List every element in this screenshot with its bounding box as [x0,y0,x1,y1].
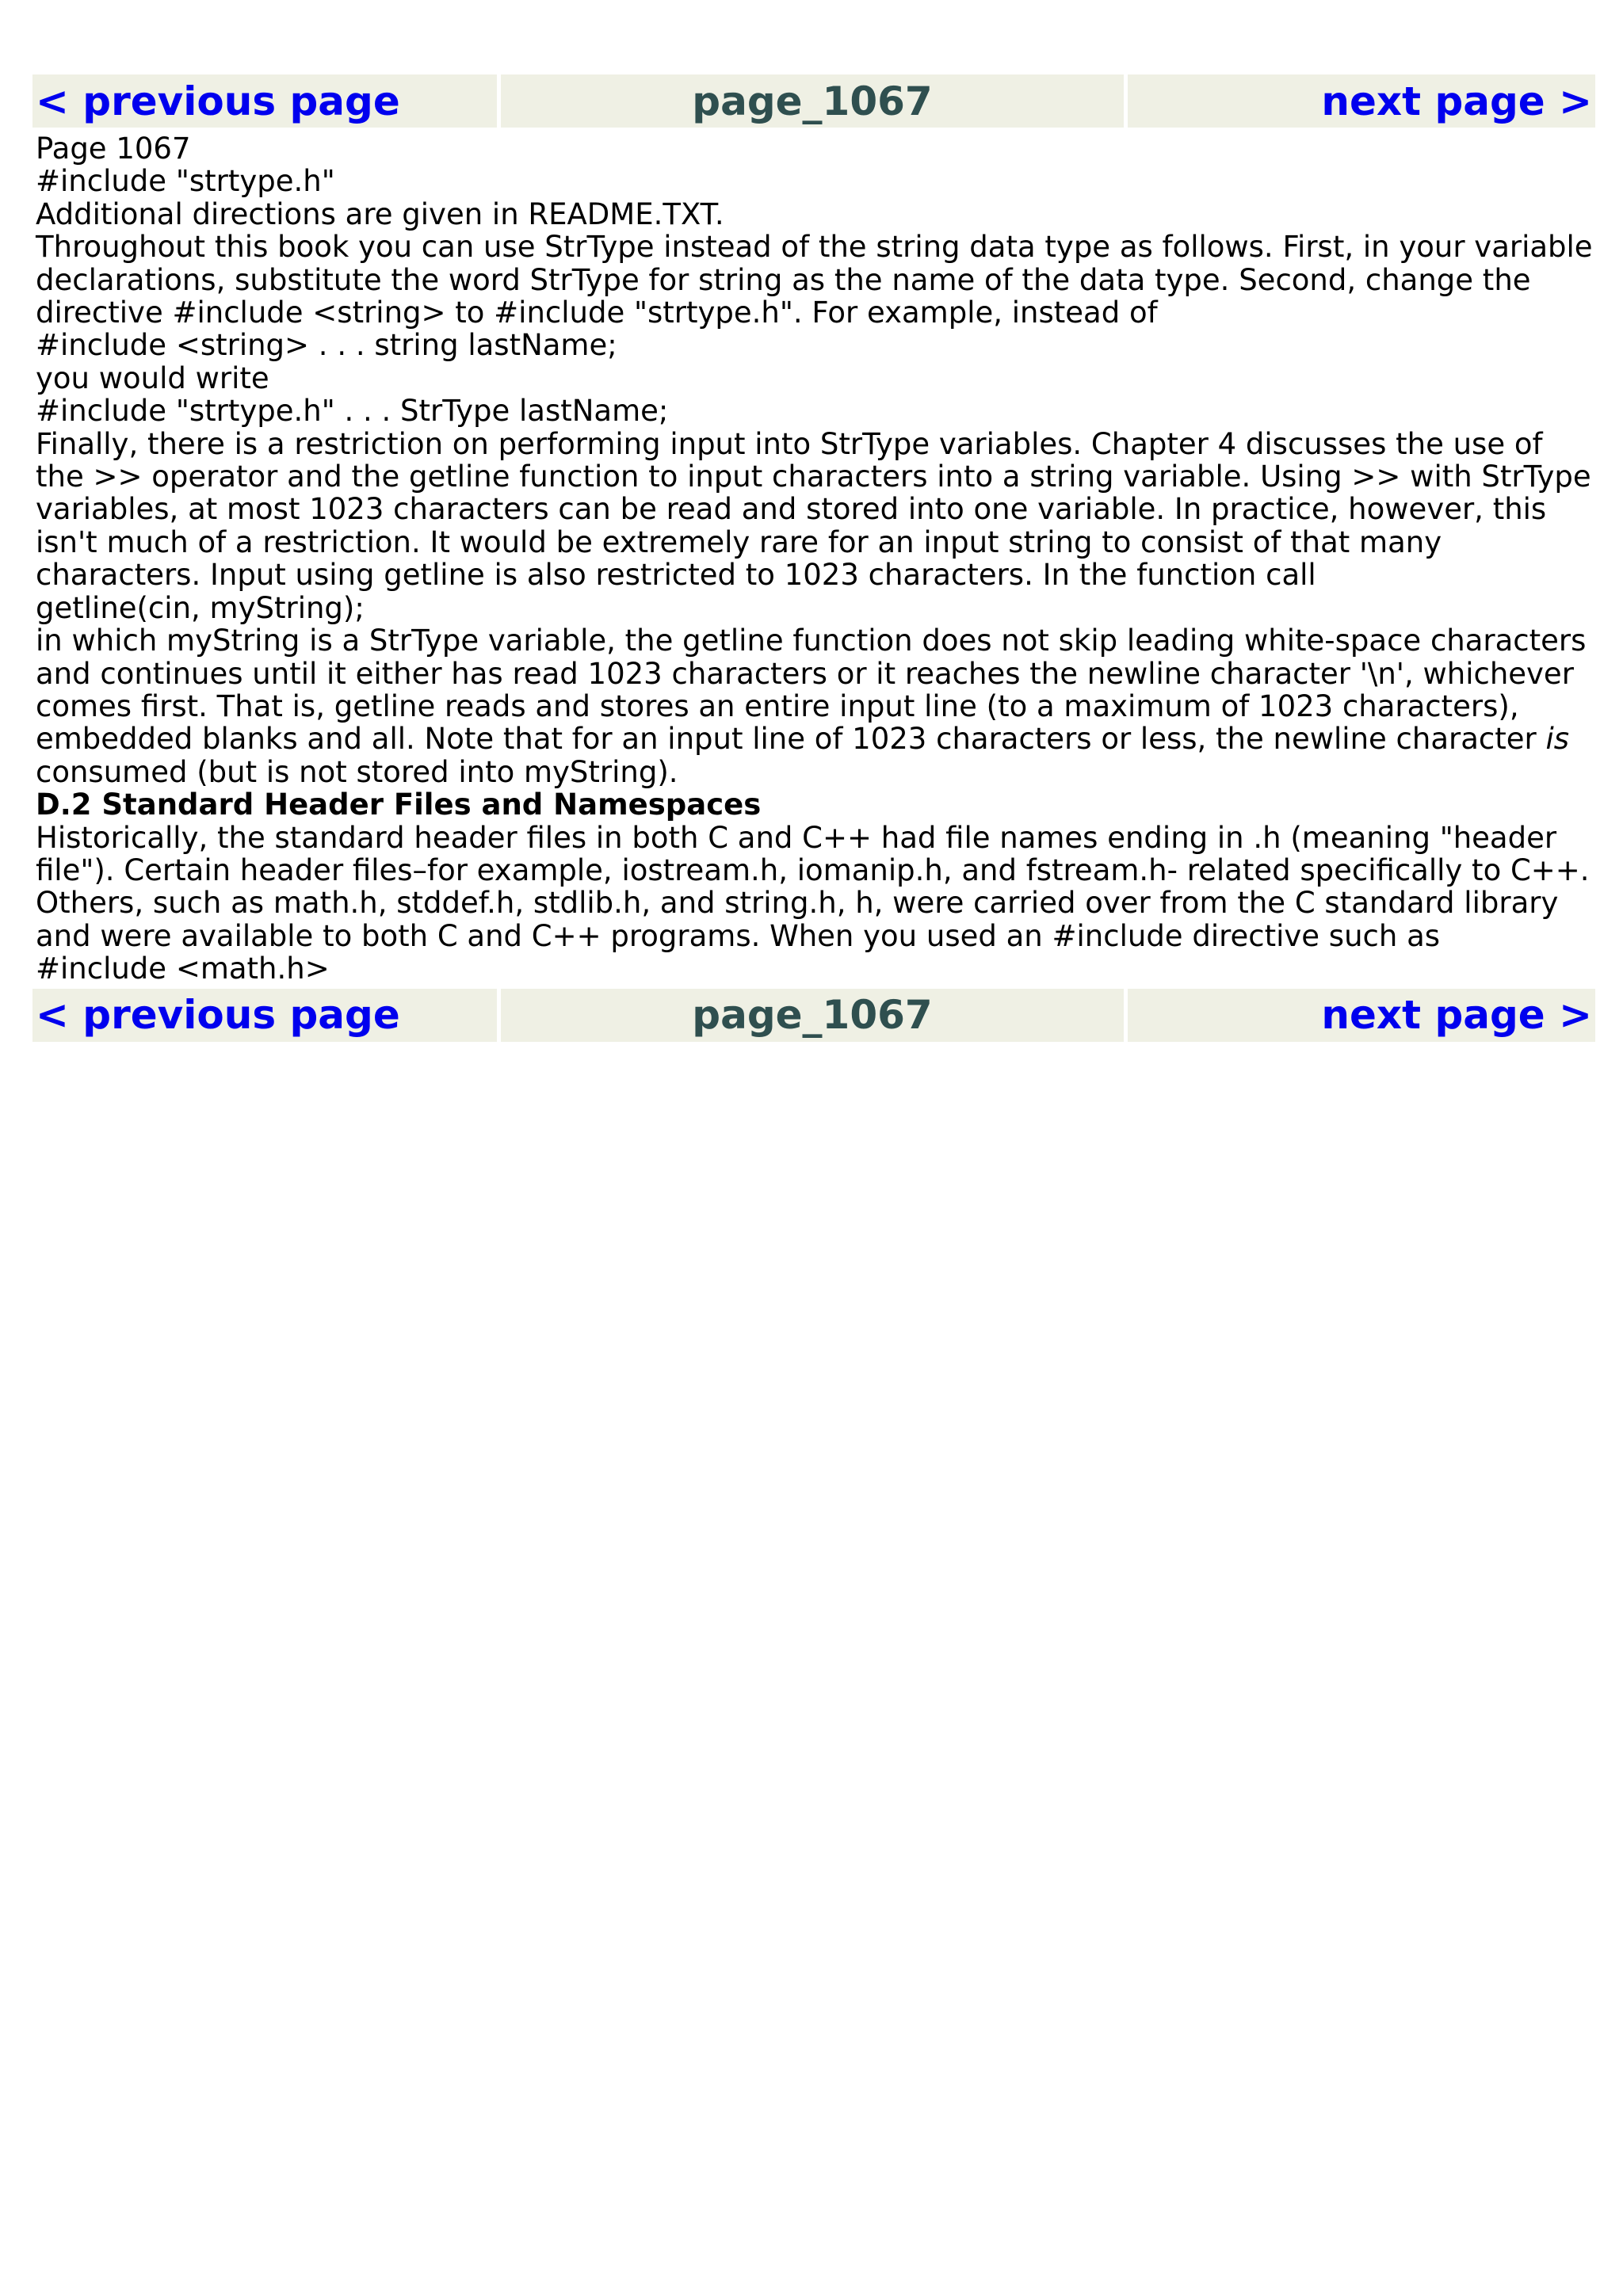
paragraph-finally: Finally, there is a restriction on performing input into StrType variables. Chapter 4 discusses the use of the >> operator and the getline function to input characters into a string variable. Using >> with StrType variables, at most 1023 characters can be read and stored into one variable. In practice, however, this isn't much of a restriction. It would be extremely rare for an input string to consist of that many characters. Input using getline is also restricted to 1023 characters. In the function call [36,426,1591,593]
top-page-id: page_1067 [501,74,1124,128]
code-math: #include <math.h> [36,952,330,986]
top-next-cell [1128,74,1595,128]
bottom-previous-page-link[interactable]: < previous page [36,992,400,1039]
include-line: #include "strtype.h" [36,164,335,199]
bottom-next-page-link[interactable]: next page > [1321,992,1592,1039]
top-nav-bar [32,74,1595,128]
paragraph-throughout: Throughout this book you can use StrType instead of the string data type as follows. First, in your variable declarations, substitute the word StrType for string as the name of the data type. Second, change the directive #include <string> to #include "strtype.h". For example, instead of [36,230,1593,330]
code-getline: getline(cin, myString); [36,590,365,625]
top-previous-page-link[interactable]: < previous page [36,78,400,124]
bottom-next-cell [1128,989,1595,1042]
code-write: #include "strtype.h" . . . StrType lastName; [36,394,669,429]
bottom-prev-cell [32,989,497,1042]
paragraph-in-which-text-1: in which myString is a StrType variable, the getline function does not skip leading white-space characters and continues until it either has read 1023 characters or it reaches the newline character '\n', whichever comes first. That is, getline reads and stores an entire input line (to a maximum of 1023 characters), embedded blanks and all. Note that for an input line of 1023 characters or less, the newline character [36,624,1587,757]
you-would-write: you would write [36,360,269,395]
emphasis-is: is [1545,722,1570,757]
bottom-nav-bar [32,989,1595,1042]
section-heading: D.2 Standard Header Files and Namespaces [36,788,762,822]
page-content [32,128,1595,989]
document-page [32,74,1595,1042]
page-label: Page 1067 [36,132,191,166]
paragraph-historically: Historically, the standard header files in both C and C++ had file names ending in .h (meaning "header file"). Certain header files–for example, iostream.h, iomanip.h, and fstream.h- related specifically to C++. Others, such as math.h, stddef.h, stdlib.h, and string.h, h, were carried over from the C standard library and were available to both C and C++ programs. When you used an #include directive such as [36,820,1590,953]
readme-line: Additional directions are given in README.TXT. [36,196,724,231]
top-prev-cell [32,74,497,128]
top-next-page-link[interactable]: next page > [1321,78,1592,124]
paragraph-in-which-text-2: consumed (but is not stored into myString). [36,754,678,789]
bottom-page-id: page_1067 [501,989,1124,1042]
code-instead: #include <string> . . . string lastName; [36,328,617,363]
paragraph-in-which [36,624,1595,788]
